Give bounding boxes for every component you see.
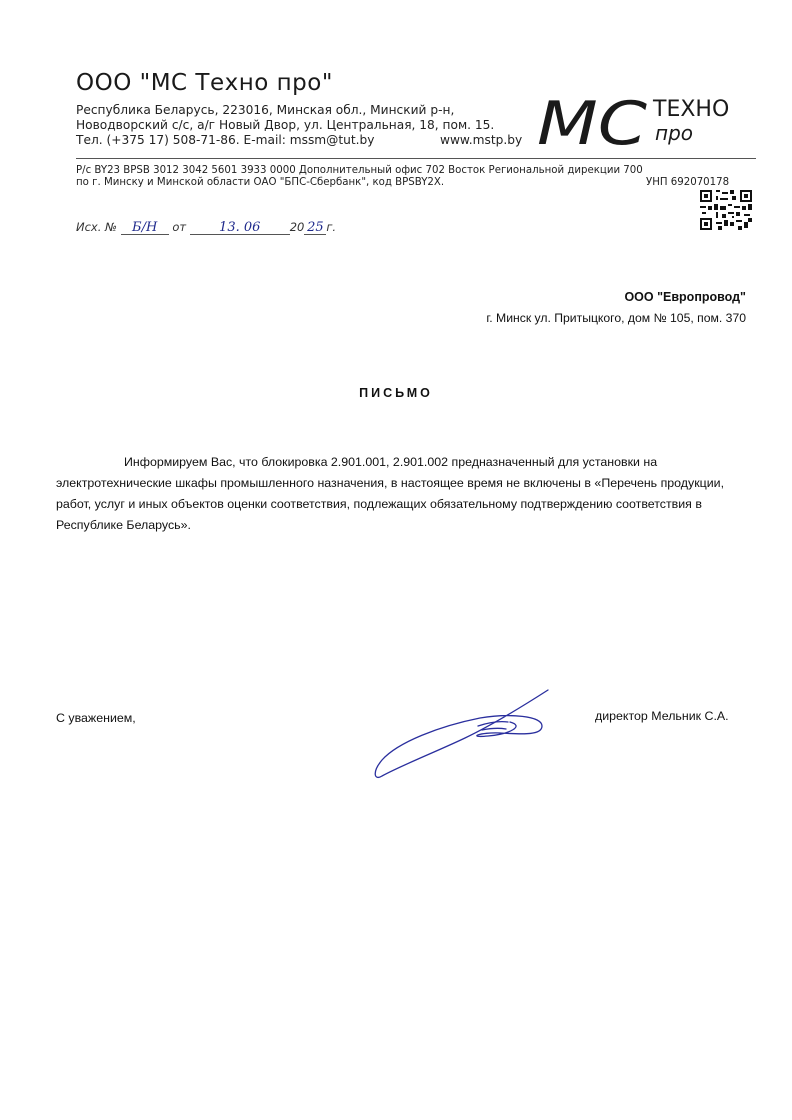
logo-word-pro: про [655,121,694,145]
company-name: ООО "МС Техно про" [76,70,333,96]
outgoing-date-label: от [172,220,187,234]
closing-regards: С уважением, [56,711,136,725]
outgoing-number-value: Б/Н [121,222,169,235]
signatory-title: директор Мельник С.А. [595,709,729,723]
outgoing-year-prefix: 20 [289,220,305,234]
unp-number: УНП 692070178 [646,177,730,188]
recipient-name: ООО "Европровод" [624,290,746,304]
bank-details-line-1: Р/с BY23 BPSB 3012 3042 5601 3933 0000 Дополнительный офис 702 Восток Региональной дирекции 700 [76,165,643,176]
company-address-line-1: Республика Беларусь, 223016, Минская обл., Минский р-н, [76,103,455,117]
logo-word-techno: ТЕХНО [653,97,730,122]
outgoing-date-value: 13. 06 [190,222,290,235]
outgoing-number-label: Исх. № [76,220,118,234]
outgoing-year-value: 25 [304,222,326,235]
letter-body-paragraph: Информируем Вас, что блокировка 2.901.001, 2.901.002 предназначенный для установки на электротехнические шкафы промышленного назначения, в настоящее время не включены в «Перечень продукции, работ, услуг и иных объектов оценки соответствия, подлежащих обязательному подтверждению соответствия в Республике Беларусь». [56,455,725,532]
letter-body [56,452,746,536]
recipient-address: г. Минск ул. Притыцкого, дом № 105, пом. 370 [486,311,746,325]
outgoing-number-line [76,220,336,235]
bank-details-line-2: по г. Минску и Минской области ОАО "БПС-Сбербанк", код BPSBY2X. [76,177,445,188]
qr-code-icon [700,190,752,230]
company-contacts: Тел. (+375 17) 508-71-86. E-mail: mssm@tut.by [76,133,375,147]
handwritten-signature-icon [370,686,560,786]
outgoing-year-suffix: г. [326,220,337,234]
company-logo [535,88,760,154]
logo-mark: МС [537,89,648,154]
letter-title: ПИСЬМО [359,386,433,400]
company-website: www.mstp.by [440,133,523,147]
company-address-line-2: Новодворский с/с, а/г Новый Двор, ул. Центральная, 18, пом. 15. [76,118,495,132]
letterhead-divider [76,158,756,159]
